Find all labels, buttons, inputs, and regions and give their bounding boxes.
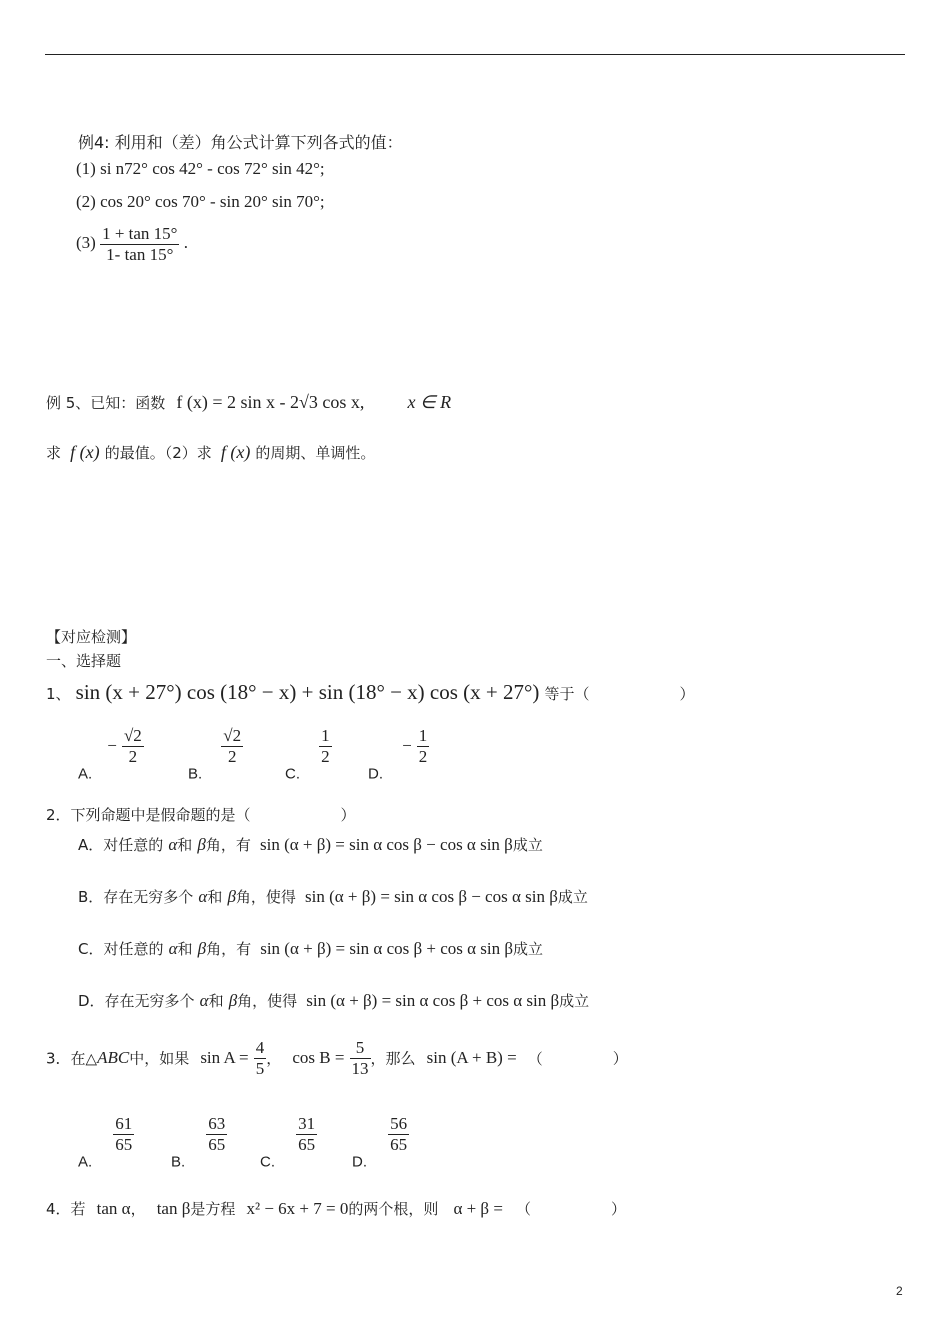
option-letter: A. <box>78 1153 93 1171</box>
q2-option-c[interactable] <box>78 938 543 959</box>
fraction-numerator: 5 <box>355 1038 365 1057</box>
option-label: B．存在无穷多个 <box>78 888 194 906</box>
q4-is-root: 是方程 <box>190 1200 236 1218</box>
q3 <box>46 1038 628 1078</box>
option-numerator: √2 <box>223 726 242 745</box>
q4-sep: ， <box>130 1200 146 1218</box>
option-numerator: 1 <box>418 726 428 745</box>
ex4-item3 <box>76 224 188 264</box>
fraction-denominator: 5 <box>255 1058 265 1078</box>
option-denominator: 2 <box>227 746 237 766</box>
q3-expression: sin (A + B) = <box>426 1048 517 1068</box>
option-end: 成立 <box>559 992 590 1010</box>
q4-close: ） <box>611 1200 627 1218</box>
q1-suffix: 等于（ <box>544 685 590 703</box>
ex5-line2 <box>46 442 375 463</box>
option-letter: D. <box>368 765 383 783</box>
q1-close: ） <box>679 685 695 703</box>
q3-close: ） <box>612 1049 628 1068</box>
and-text: 和 <box>177 940 193 958</box>
alpha-symbol: α <box>198 887 208 906</box>
alpha-symbol: α <box>199 991 209 1010</box>
q2-option-b[interactable] <box>78 886 588 907</box>
ex4-item2: (2) cos 20° cos 70° - sin 20° sin 70°; <box>76 192 325 211</box>
q3-option-b[interactable] <box>171 1114 227 1171</box>
option-label: C．对任意的 <box>78 940 164 958</box>
option-formula: sin (α + β) = sin α cos β + cos α sin β <box>260 939 514 958</box>
check-section: 一、选择题 <box>46 652 122 670</box>
q4-tan-beta: tan β <box>156 1199 191 1218</box>
q1-option-a[interactable] <box>78 726 144 783</box>
option-denominator: 65 <box>208 1134 226 1154</box>
option-fraction <box>388 1114 409 1154</box>
option-fraction <box>296 1114 317 1154</box>
ex5-fx-2: f (x) <box>220 442 251 462</box>
option-fraction <box>122 726 144 766</box>
and-text: 和 <box>207 888 223 906</box>
check-title: 【对应检测】 <box>46 628 137 646</box>
ex4-item3-numerator: 1 + tan 15° <box>102 224 178 243</box>
option-letter: C. <box>285 765 300 783</box>
option-letter: C. <box>260 1153 275 1171</box>
q3-cosB-fraction <box>350 1038 371 1078</box>
option-numerator: 1 <box>321 726 330 745</box>
option-fraction <box>319 726 332 766</box>
option-formula: sin (α + β) = sin α cos β − cos α sin β <box>305 887 558 906</box>
q2-stem-text: 2．下列命题中是假命题的是（ <box>46 806 251 824</box>
ex5-line1 <box>46 392 451 413</box>
option-fraction <box>113 1114 134 1154</box>
q2-close: ） <box>340 806 356 824</box>
option-numerator: 61 <box>115 1114 133 1133</box>
ex4-heading: 例4: 利用和（差）角公式计算下列各式的值： <box>78 133 403 152</box>
q4 <box>46 1198 626 1219</box>
option-numerator: √2 <box>123 726 142 745</box>
ex5-ask-2: 的最值。（2）求 <box>104 444 212 462</box>
q3-then: ，那么 <box>370 1049 416 1068</box>
beta-symbol: β <box>228 991 238 1010</box>
option-denominator: 2 <box>321 746 330 766</box>
ex4-item3-label: (3) <box>76 232 96 252</box>
option-fraction <box>221 726 243 766</box>
option-end: 成立 <box>512 836 543 854</box>
ex4-item3-fraction <box>100 224 179 264</box>
option-fraction <box>417 726 430 766</box>
option-letter: A. <box>78 765 93 783</box>
option-mid: 角，有 <box>205 836 251 854</box>
option-end: 成立 <box>513 940 544 958</box>
option-numerator: 56 <box>390 1114 408 1133</box>
option-denominator: 65 <box>115 1134 133 1154</box>
q1-option-c[interactable] <box>285 726 332 783</box>
q3-in: 中，如果 <box>129 1049 190 1068</box>
q3-comma: ， <box>266 1049 282 1068</box>
option-letter: B. <box>171 1153 186 1171</box>
q4-sum: α + β = <box>453 1199 503 1218</box>
ex4-item1: (1) si n72° cos 42° - cos 72° sin 42°; <box>76 159 325 178</box>
and-text: 和 <box>177 836 193 854</box>
page-number: 2 <box>896 1284 903 1298</box>
beta-symbol: β <box>197 835 206 854</box>
q3-paren: （ <box>527 1049 543 1068</box>
q3-number: 3．在△ <box>46 1049 98 1068</box>
option-end: 成立 <box>557 888 588 906</box>
option-formula: sin (α + β) = sin α cos β − cos α sin β <box>259 835 513 854</box>
beta-symbol: β <box>227 887 236 906</box>
option-mid: 角，使得 <box>237 992 298 1010</box>
q4-number: 4．若 <box>46 1200 86 1218</box>
option-sign: − <box>107 735 117 755</box>
q1-number: 1、 <box>46 685 71 703</box>
fraction-numerator: 4 <box>255 1038 265 1057</box>
fraction-denominator: 13 <box>351 1058 369 1078</box>
alpha-symbol: α <box>168 835 178 854</box>
and-text: 和 <box>208 992 224 1010</box>
header-rule <box>45 54 905 55</box>
q2-option-d[interactable] <box>78 990 589 1011</box>
option-formula: sin (α + β) = sin α cos β + cos α sin β <box>306 991 560 1010</box>
q3-cosB: cos B = <box>292 1048 345 1068</box>
option-sign: − <box>402 735 412 755</box>
q4-tan-alpha: tan α <box>96 1199 131 1218</box>
q4-of-roots: 的两个根，则 <box>348 1200 439 1218</box>
q3-sinA-fraction <box>254 1038 267 1078</box>
q1-options <box>78 726 498 782</box>
option-denominator: 65 <box>390 1134 408 1154</box>
option-label: A．对任意的 <box>78 836 164 854</box>
option-numerator: 63 <box>208 1114 226 1133</box>
q3-option-c[interactable] <box>260 1114 317 1171</box>
q4-equation: x² − 6x + 7 = 0 <box>246 1199 349 1218</box>
option-denominator: 2 <box>128 746 138 766</box>
option-fraction <box>206 1114 227 1154</box>
option-numerator: 31 <box>298 1114 316 1133</box>
q4-paren: （ <box>516 1200 532 1218</box>
ex5-domain: x ∈ R <box>407 392 452 412</box>
option-letter: D. <box>352 1153 367 1171</box>
q1-option-d[interactable] <box>368 726 429 783</box>
ex4-item3-denominator: 1- tan 15° <box>106 244 174 264</box>
option-mid: 角，使得 <box>235 888 296 906</box>
q1-option-b[interactable] <box>188 726 243 783</box>
ex5-formula: f (x) = 2 sin x - 2√3 cos x, <box>176 392 365 412</box>
option-denominator: 65 <box>298 1134 316 1154</box>
q3-option-a[interactable] <box>78 1114 134 1171</box>
ex5-ask-3: 的周期、单调性。 <box>255 444 376 462</box>
option-letter: B. <box>188 765 203 783</box>
ex5-fx-1: f (x) <box>70 442 100 462</box>
alpha-symbol: α <box>168 939 178 958</box>
ex4-item3-end: . <box>183 232 188 252</box>
option-mid: 角，有 <box>206 940 252 958</box>
beta-symbol: β <box>197 939 207 958</box>
q3-triangle-name: ABC <box>97 1048 130 1068</box>
option-label: D．存在无穷多个 <box>78 992 195 1010</box>
ex5-ask: 求 <box>46 444 62 462</box>
q1 <box>46 680 695 705</box>
q3-options <box>78 1114 438 1170</box>
q2-stem <box>46 804 356 825</box>
q1-expression: sin (x + 27°) cos (18° − x) + sin (18° − x) cos (x + 27°) <box>75 680 540 704</box>
q3-sinA: sin A = <box>200 1048 249 1068</box>
ex5-prefix: 例 5、已知：函数 <box>46 394 166 412</box>
option-denominator: 2 <box>418 746 428 766</box>
q2-option-a[interactable] <box>78 834 543 855</box>
q3-option-d[interactable] <box>352 1114 409 1171</box>
